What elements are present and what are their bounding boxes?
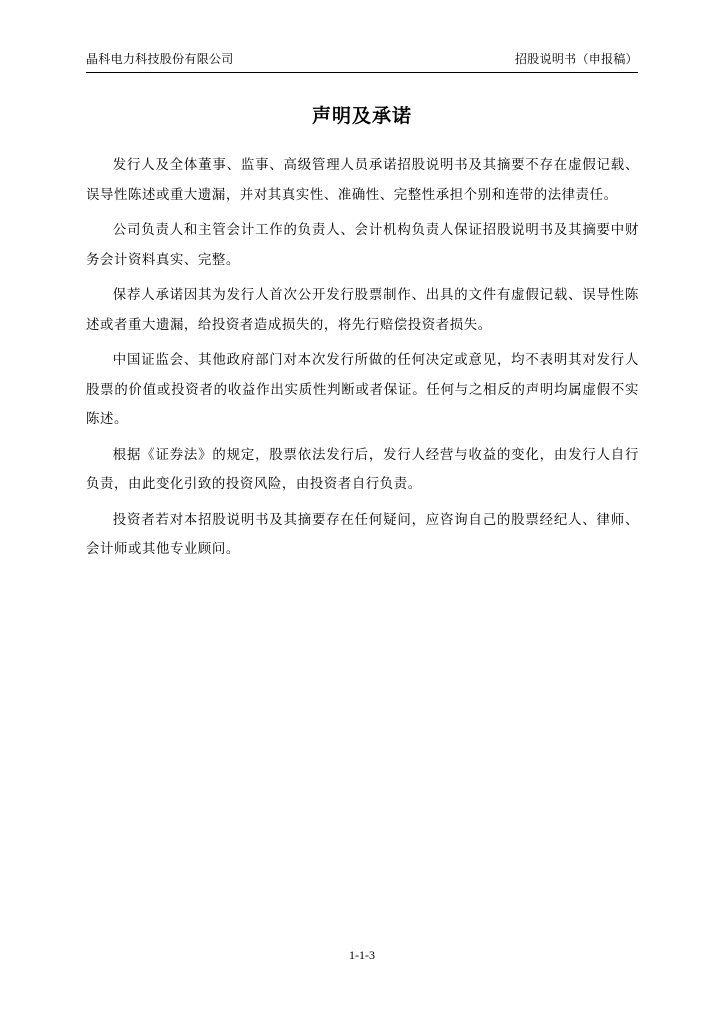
page-title: 声明及承诺 — [311, 105, 412, 127]
paragraph-securities-law: 根据《证券法》的规定，股票依法发行后，发行人经营与收益的变化，由发行人自行负责，由此变化引致的投资风险，由投资者自行负责。 — [86, 447, 639, 492]
header-company-name: 晶科电力科技股份有限公司 — [86, 52, 234, 66]
header-document-type: 招股说明书（申报稿） — [514, 52, 638, 66]
paragraph-financial-assurance: 公司负责人和主管会计工作的负责人、会计机构负责人保证招股说明书及其摘要中财务会计资料真实、完整。 — [86, 223, 639, 268]
statement-body — [86, 151, 639, 571]
paragraph-csrc-disclaimer: 中国证监会、其他政府部门对本次发行所做的任何决定或意见，均不表明其对发行人股票的价值或投资者的收益作出实质性判断或者保证。任何与之相反的声明均属虚假不实陈述。 — [86, 353, 639, 427]
paragraph-issuer-commitment: 发行人及全体董事、监事、高级管理人员承诺招股说明书及其摘要不存在虚假记载、误导性陈述或重大遗漏，并对其真实性、准确性、完整性承担个别和连带的法律责任。 — [86, 158, 639, 203]
page-number: 1-1-3 — [349, 948, 375, 962]
page-header — [86, 50, 638, 73]
paragraph-investor-advice: 投资者若对本招股说明书及其摘要存在任何疑问，应咨询自己的股票经纪人、律师、会计师或其他专业顾问。 — [86, 512, 639, 557]
paragraph-sponsor-commitment: 保荐人承诺因其为发行人首次公开发行股票制作、出具的文件有虚假记载、误导性陈述或者重大遗漏，给投资者造成损失的，将先行赔偿投资者损失。 — [86, 288, 639, 333]
